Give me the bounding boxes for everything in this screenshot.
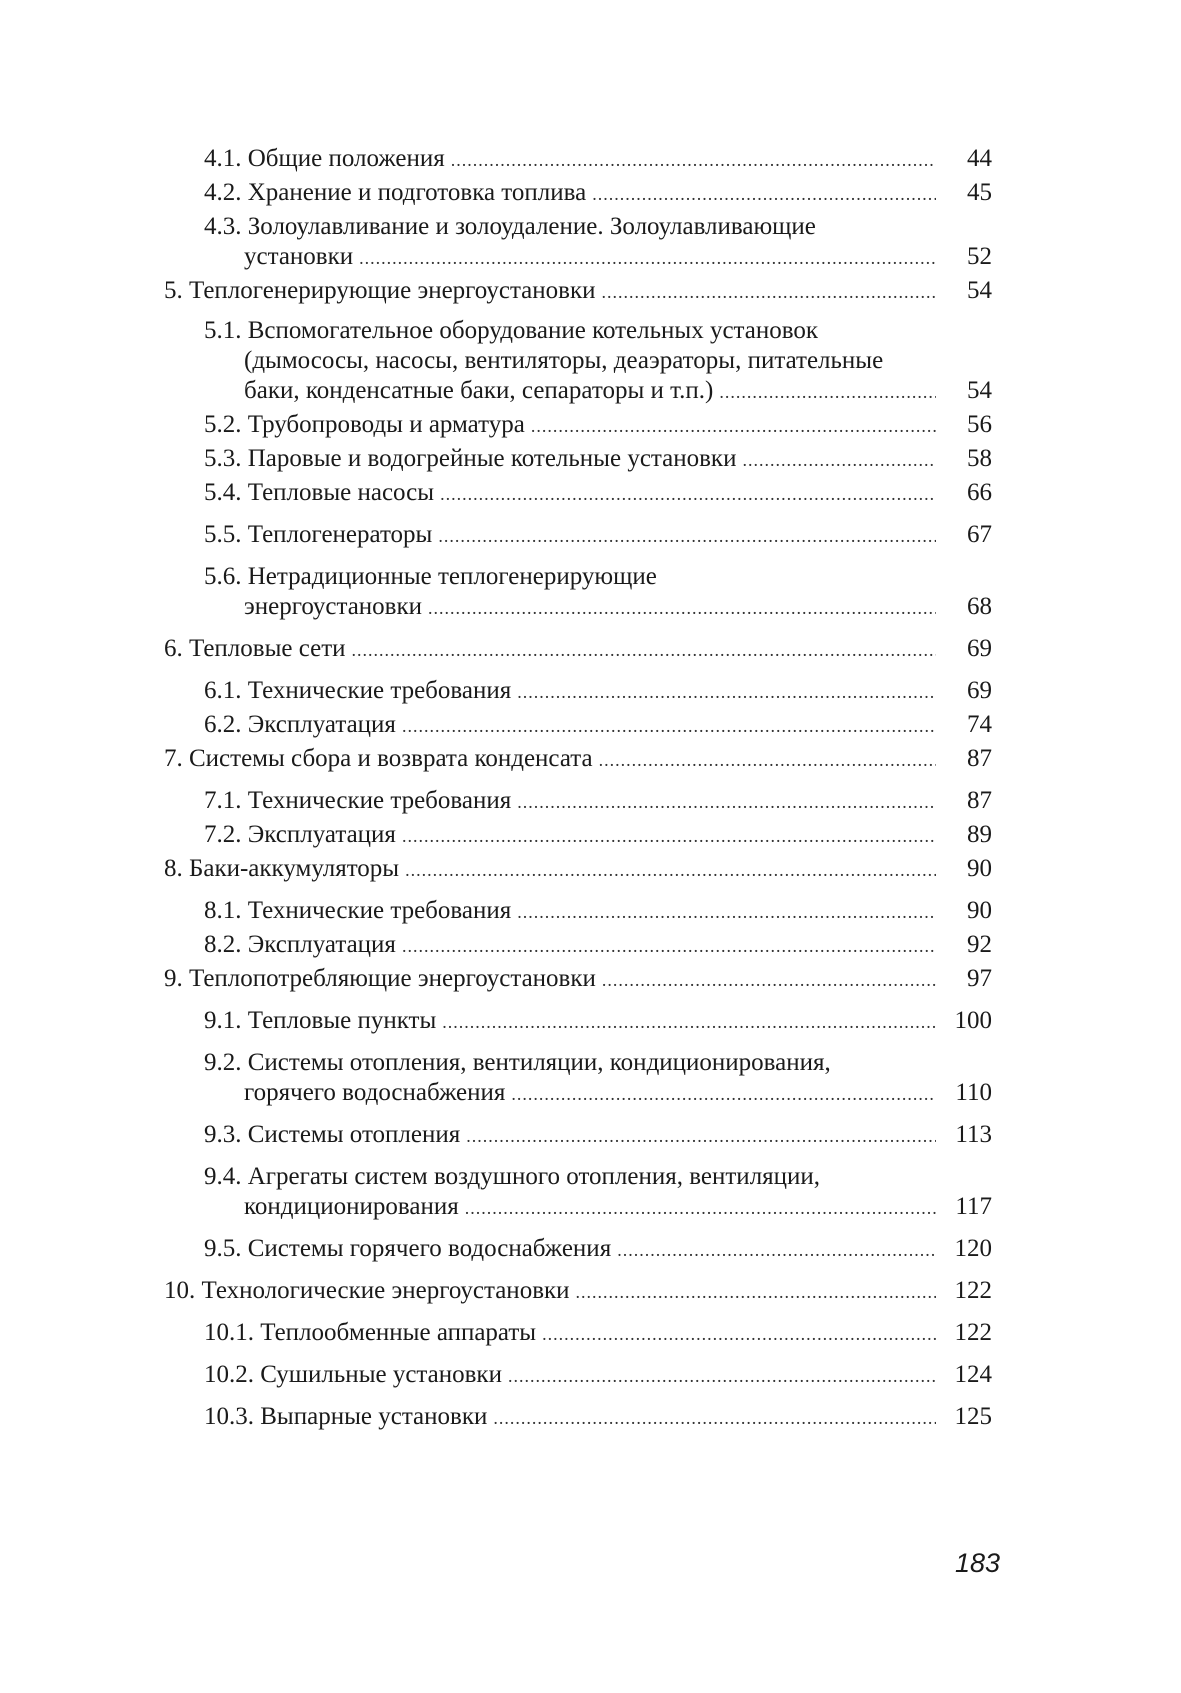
toc-entry-title-line: 9.2. Системы отопления, вентиляции, кондиционирования, (204, 1049, 831, 1076)
toc-entry-title: 9.3. Системы отопления (204, 1121, 461, 1148)
toc-section[interactable] (164, 1402, 992, 1432)
toc-entry-title: установки (244, 243, 354, 270)
toc-entry-title: 8. Баки-аккумуляторы (164, 855, 400, 882)
toc-section[interactable] (164, 520, 992, 550)
toc-entry-title-line: 4.3. Золоулавливание и золоудаление. Золоулавливающие (204, 213, 816, 240)
toc-chapter[interactable] (164, 854, 992, 884)
toc-page-number: 45 (967, 179, 992, 206)
toc-entry-title: 6.2. Эксплуатация (204, 711, 396, 738)
toc-page-number: 120 (954, 1235, 992, 1262)
dot-leader (602, 971, 936, 989)
table-of-contents (164, 144, 992, 1432)
toc-section[interactable] (164, 930, 992, 960)
dot-leader (438, 527, 936, 545)
toc-page-number: 54 (967, 377, 992, 404)
toc-entry-title: 9.5. Системы горячего водоснабжения (204, 1235, 612, 1262)
dot-leader (617, 1241, 936, 1259)
toc-entry-title: 6. Тепловые сети (164, 635, 346, 662)
toc-section[interactable] (164, 896, 992, 926)
toc-entry-title: 4.1. Общие положения (204, 145, 445, 172)
toc-section[interactable] (164, 1318, 992, 1348)
dot-leader (599, 751, 936, 769)
toc-section[interactable] (164, 1006, 992, 1036)
toc-page-number: 90 (967, 897, 992, 924)
toc-page-number: 122 (954, 1277, 992, 1304)
toc-entry-title: кондиционирования (244, 1193, 459, 1220)
toc-page-number: 52 (967, 243, 992, 270)
toc-page-number: 110 (955, 1079, 992, 1106)
toc-entry-title: 4.2. Хранение и подготовка топлива (204, 179, 587, 206)
toc-entry-title: 5.3. Паровые и водогрейные котельные установки (204, 445, 737, 472)
toc-page-number: 68 (967, 593, 992, 620)
dot-leader (428, 599, 936, 617)
dot-leader (359, 249, 936, 267)
toc-section[interactable] (164, 1234, 992, 1264)
dot-leader (511, 1085, 936, 1103)
dot-leader (442, 1013, 936, 1031)
toc-entry-title-line: (дымососы, насосы, вентиляторы, деаэраторы, питательные (244, 347, 884, 374)
toc-page-number: 74 (967, 711, 992, 738)
toc-page-number: 69 (967, 677, 992, 704)
toc-entry-title: 5.4. Тепловые насосы (204, 479, 435, 506)
toc-page-number: 66 (967, 479, 992, 506)
toc-page-number: 92 (967, 931, 992, 958)
toc-section[interactable] (164, 144, 992, 174)
toc-page-number: 90 (967, 855, 992, 882)
toc-section[interactable] (164, 1360, 992, 1390)
toc-page-number: 87 (967, 745, 992, 772)
dot-leader (601, 283, 936, 301)
toc-page-number: 58 (967, 445, 992, 472)
toc-entry-title-line: 9.4. Агрегаты систем воздушного отопления, вентиляции, (204, 1163, 821, 1190)
toc-chapter[interactable] (164, 1276, 992, 1306)
toc-section[interactable] (164, 410, 992, 440)
toc-section[interactable] (164, 444, 992, 474)
toc-page-number: 89 (967, 821, 992, 848)
toc-section[interactable] (164, 1120, 992, 1150)
toc-section[interactable] (164, 1048, 992, 1108)
toc-section[interactable] (164, 676, 992, 706)
dot-leader (508, 1367, 936, 1385)
toc-chapter[interactable] (164, 276, 992, 306)
toc-section[interactable] (164, 562, 992, 622)
toc-section[interactable] (164, 820, 992, 850)
toc-entry-title: баки, конденсатные баки, сепараторы и т.п.) (244, 377, 714, 404)
toc-page-number: 67 (967, 521, 992, 548)
toc-entry-title: энергоустановки (244, 593, 423, 620)
dot-leader (465, 1199, 936, 1217)
dot-leader (402, 937, 936, 955)
dot-leader (352, 641, 936, 659)
toc-entry-title: 7.2. Эксплуатация (204, 821, 396, 848)
dot-leader (592, 185, 936, 203)
toc-page-number: 125 (954, 1403, 992, 1430)
dot-leader (451, 151, 936, 169)
toc-entry-title: горячего водоснабжения (244, 1079, 506, 1106)
toc-chapter[interactable] (164, 744, 992, 774)
toc-page-number: 100 (954, 1007, 992, 1034)
toc-entry-title: 5. Теплогенерирующие энергоустановки (164, 277, 596, 304)
dot-leader (517, 903, 936, 921)
toc-page-number: 87 (967, 787, 992, 814)
toc-section[interactable] (164, 478, 992, 508)
toc-entry-title: 6.1. Технические требования (204, 677, 512, 704)
toc-entry-title-line: 5.1. Вспомогательное оборудование котельных установок (204, 317, 819, 344)
dot-leader (405, 861, 936, 879)
toc-section[interactable] (164, 212, 992, 272)
dot-leader (402, 717, 936, 735)
toc-entry-title: 7. Системы сбора и возврата конденсата (164, 745, 593, 772)
toc-page-number: 124 (954, 1361, 992, 1388)
toc-page-number: 56 (967, 411, 992, 438)
dot-leader (742, 451, 936, 469)
toc-page-number: 122 (954, 1319, 992, 1346)
dot-leader (719, 383, 936, 401)
toc-entry-title: 10. Технологические энергоустановки (164, 1277, 570, 1304)
dot-leader (466, 1127, 936, 1145)
dot-leader (542, 1325, 936, 1343)
dot-leader (517, 793, 936, 811)
toc-entry-title: 8.1. Технические требования (204, 897, 512, 924)
toc-entry-title: 10.2. Сушильные установки (204, 1361, 502, 1388)
dot-leader (531, 417, 936, 435)
dot-leader (493, 1409, 936, 1427)
toc-entry-title: 9.1. Тепловые пункты (204, 1007, 437, 1034)
toc-page-number: 113 (955, 1121, 992, 1148)
toc-entry-title: 5.5. Теплогенераторы (204, 521, 433, 548)
dot-leader (517, 683, 936, 701)
dot-leader (576, 1283, 936, 1301)
toc-page-number: 69 (967, 635, 992, 662)
page-number: 183 (955, 1548, 1001, 1578)
toc-section[interactable] (164, 710, 992, 740)
toc-entry-title: 9. Теплопотребляющие энергоустановки (164, 965, 596, 992)
toc-entry-title: 10.1. Теплообменные аппараты (204, 1319, 537, 1346)
toc-entry-title: 7.1. Технические требования (204, 787, 512, 814)
toc-page-number: 117 (955, 1193, 992, 1220)
toc-page-number: 44 (967, 145, 992, 172)
dot-leader (402, 827, 936, 845)
toc-entry-title: 8.2. Эксплуатация (204, 931, 396, 958)
toc-page-number: 97 (967, 965, 992, 992)
toc-entry-title: 5.2. Трубопроводы и арматура (204, 411, 525, 438)
toc-entry-title-line: 5.6. Нетрадиционные теплогенерирующие (204, 563, 657, 590)
toc-page-number: 54 (967, 277, 992, 304)
toc-section[interactable] (164, 178, 992, 208)
toc-entry-title: 10.3. Выпарные установки (204, 1403, 488, 1430)
dot-leader (440, 485, 936, 503)
toc-chapter[interactable] (164, 634, 992, 664)
toc-section[interactable] (164, 316, 992, 406)
toc-chapter[interactable] (164, 964, 992, 994)
toc-section[interactable] (164, 1162, 992, 1222)
toc-section[interactable] (164, 786, 992, 816)
